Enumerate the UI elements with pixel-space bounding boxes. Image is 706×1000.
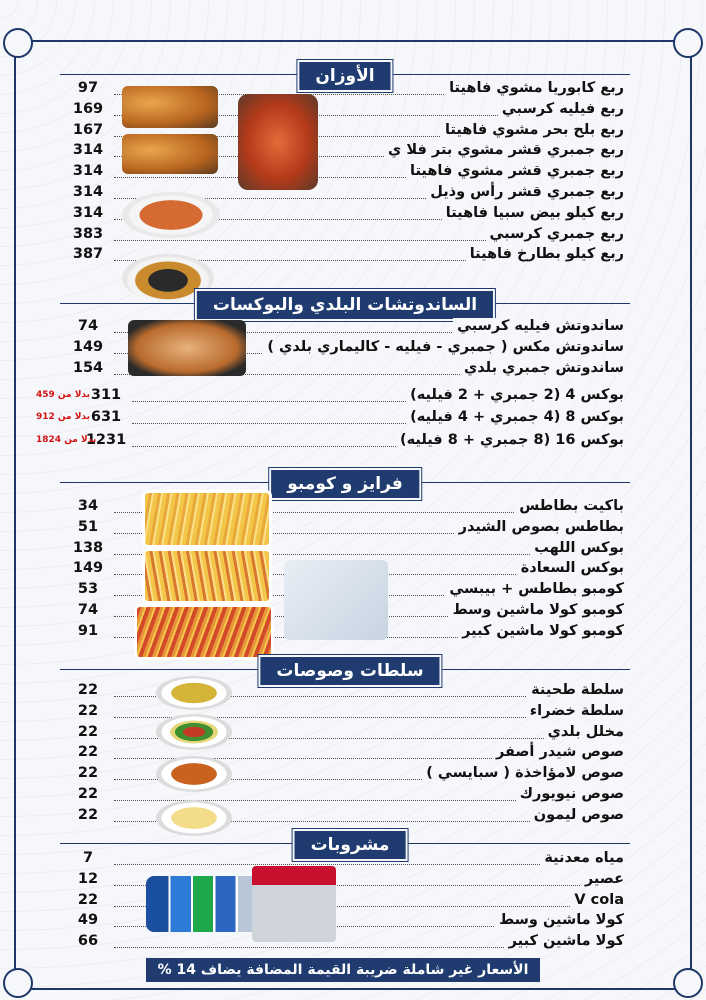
salad-bowl-image: [156, 714, 232, 750]
item-price: 314: [72, 163, 104, 180]
item-price: 22: [77, 682, 99, 698]
item-name: عصير: [581, 871, 624, 887]
item-price: 22: [77, 744, 99, 761]
item-name: كولا ماشين كبير: [505, 933, 624, 949]
item-name: ربع جمبري قشر مشوي فاهيتا: [406, 163, 624, 179]
grilled-shrimp-image: [238, 94, 318, 190]
item-price: 97: [77, 80, 99, 96]
item-price: 74: [77, 318, 99, 334]
item-name: بوكس 8 (4 جمبري + 4 فيليه): [406, 409, 624, 425]
section-title-fries: فرايز و كومبو: [271, 470, 419, 498]
frame-corner: [673, 28, 703, 58]
section-title-drinks: مشروبات: [295, 831, 406, 859]
item-name: ساندوتش مكس ( جمبري - فيليه - كاليماري بلدي ): [263, 339, 624, 355]
item-name: بوكس اللهب: [530, 540, 624, 556]
menu-item-row: [68, 703, 624, 723]
item-name: ساندوتش جمبري بلدي: [460, 360, 624, 376]
item-price: 1231: [85, 432, 127, 448]
item-name: صوص لامؤاخذة ( سبايسي ): [422, 765, 624, 781]
item-name: ربع جمبري قشر مشوي بتر فلا ي: [384, 142, 624, 158]
fish-fillet-image: [122, 134, 218, 174]
menu-item-row: [68, 850, 624, 870]
old-price: بدلا من 912: [36, 412, 91, 422]
cheddar-fries-image: [142, 548, 272, 604]
menu-item-row: [36, 432, 624, 452]
item-price: 22: [77, 806, 99, 823]
item-price: 314: [72, 184, 104, 200]
item-price: 12: [77, 870, 99, 887]
combo-image: [284, 560, 388, 640]
tax-note: الأسعار غير شاملة ضريبة القيمة المضافة يضاف 14 %: [146, 958, 540, 982]
item-price: 51: [77, 518, 99, 535]
item-name: V cola: [570, 892, 624, 908]
item-price: 311: [90, 387, 122, 403]
frame-corner: [3, 28, 33, 58]
soda-cans-image: [146, 876, 258, 932]
item-name: ربع جمبري كرسبي: [486, 226, 625, 242]
item-price: 154: [72, 359, 104, 376]
item-name: ربع جمبري قشر رأس وذيل: [426, 184, 624, 200]
item-name: مياه معدنية: [540, 850, 624, 866]
item-price: 387: [72, 246, 104, 263]
item-price: 53: [77, 581, 99, 598]
item-name: ربع كابوريا مشوي فاهيتا: [445, 80, 624, 96]
item-name: مخلل بلدي: [544, 724, 624, 740]
item-price: 74: [77, 602, 99, 618]
item-name: بوكس 4 (2 جمبري + 2 فيليه): [406, 387, 624, 403]
item-price: 66: [77, 933, 99, 950]
item-name: كومبو بطاطس + بيبسي: [445, 581, 624, 597]
item-price: 34: [77, 498, 99, 514]
item-name: صوص نيويورك: [516, 786, 624, 802]
item-name: بطاطس بصوص الشيدر: [455, 519, 624, 535]
menu-item-row: [68, 933, 624, 953]
section-title-sandwiches: الساندوتشات البلدي والبوكسات: [197, 291, 493, 319]
item-name: صوص ليمون: [530, 807, 624, 823]
menu-item-row: [68, 765, 624, 785]
menu-item-row: [68, 724, 624, 744]
shrimp-plate-image: [122, 192, 220, 238]
item-price: 22: [77, 891, 99, 908]
item-name: كومبو كولا ماشين كبير: [458, 623, 624, 639]
item-price: 22: [77, 765, 99, 782]
old-price: بدلا من 459: [36, 390, 91, 400]
item-price: 22: [77, 702, 99, 719]
item-price: 314: [72, 204, 104, 221]
item-price: 22: [77, 723, 99, 740]
menu-item-row: [68, 682, 624, 702]
old-price: بدلا من 1824: [36, 435, 97, 445]
item-price: 314: [72, 142, 104, 159]
item-price: 383: [72, 225, 104, 242]
menu-item-row: [36, 409, 624, 429]
fries-box-image: [142, 490, 272, 548]
sauce-bowl-image: [156, 756, 232, 792]
item-price: 169: [72, 100, 104, 117]
item-price: 7: [82, 850, 94, 866]
tahini-bowl-image: [156, 676, 232, 710]
item-name: ربع بلح بحر مشوي فاهيتا: [441, 122, 624, 138]
menu-item-row: [68, 786, 624, 806]
item-name: سلطة خضراء: [526, 703, 624, 719]
cheddar-bowl-image: [156, 800, 232, 836]
menu-item-row: [68, 744, 624, 764]
item-name: كولا ماشين وسط: [495, 912, 624, 928]
item-price: 149: [72, 560, 104, 577]
item-name: ربع كيلو بطارخ فاهيتا: [466, 246, 624, 262]
item-name: ساندوتش فيليه كرسبي: [453, 318, 624, 334]
item-price: 167: [72, 121, 104, 138]
fire-box-image: [134, 604, 274, 660]
crab-image: [122, 86, 218, 128]
item-name: ربع كيلو بيض سبيا فاهيتا: [442, 205, 624, 221]
frame-corner: [3, 968, 33, 998]
item-price: 22: [77, 786, 99, 802]
item-price: 91: [77, 622, 99, 639]
sandwich-image: [128, 320, 246, 376]
item-price: 138: [72, 539, 104, 556]
frame-corner: [673, 968, 703, 998]
item-name: باكيت بطاطس: [515, 498, 624, 514]
soda-fountain-image: [252, 866, 336, 942]
item-price: 631: [90, 409, 122, 425]
item-name: سلطة طحينة: [527, 682, 624, 698]
item-price: 49: [77, 912, 99, 929]
section-title-salads: سلطات وصوصات: [260, 657, 439, 685]
section-title-weights: الأوزان: [299, 62, 390, 90]
item-name: ربع فيليه كرسبي: [498, 101, 624, 117]
item-name: بوكس السعادة: [517, 560, 624, 576]
item-name: كومبو كولا ماشين وسط: [449, 602, 624, 618]
menu-item-row: [36, 387, 624, 407]
item-price: 149: [72, 338, 104, 355]
menu-item-row: [68, 807, 624, 827]
item-name: بوكس 16 (8 جمبري + 8 فيليه): [396, 432, 624, 448]
item-name: صوص شيدر أصفر: [492, 744, 624, 760]
